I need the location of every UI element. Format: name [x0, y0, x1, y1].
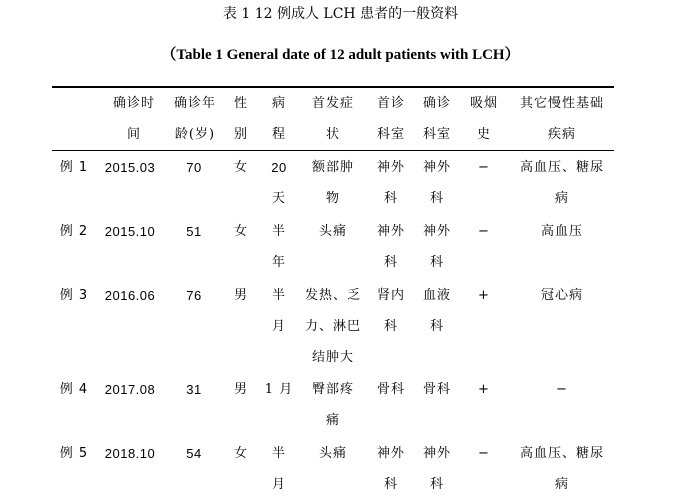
smoking-history: +: [478, 288, 490, 303]
first-symptom: 头痛: [318, 224, 347, 239]
header-first-department: 首诊 科室: [376, 96, 405, 142]
diagnosis-department: 神外 科: [422, 446, 451, 492]
first-symptom: 臀部疼 痛: [311, 382, 354, 428]
table-header-rule: [52, 150, 614, 151]
header-smoking-history: 吸烟 史: [469, 96, 498, 142]
case-label: 例 5: [59, 446, 89, 461]
first-department: 神外 科: [376, 446, 405, 492]
header-diagnosis-time: 确诊时 间: [112, 96, 155, 142]
chronic-disease: 高血压、糖尿 病: [519, 160, 604, 206]
chronic-disease: −: [556, 382, 568, 397]
first-symptom: 头痛: [318, 446, 347, 461]
diagnosis-age: 51: [186, 224, 202, 239]
course: 半 月: [271, 288, 286, 334]
header-diagnosis-age: 确诊年 龄(岁): [173, 96, 216, 142]
diagnosis-time: 2017.08: [104, 382, 156, 397]
header-sex: 性 别: [233, 96, 248, 142]
case-label: 例 2: [59, 224, 89, 239]
course: 1 月: [264, 382, 294, 397]
table-title-english: （Table 1 General date of 12 adult patients with LCH）: [161, 47, 520, 63]
smoking-history: −: [478, 160, 490, 175]
case-label: 例 1: [59, 160, 89, 175]
header-first-symptom: 首发症 状: [311, 96, 354, 142]
sex: 男: [233, 382, 248, 397]
diagnosis-age: 70: [186, 160, 202, 175]
header-course: 病 程: [271, 96, 286, 142]
smoking-history: +: [478, 382, 490, 397]
first-symptom: 额部肿 物: [311, 160, 354, 206]
case-label: 例 3: [59, 288, 89, 303]
chronic-disease: 高血压: [540, 224, 583, 239]
diagnosis-time: 2018.10: [104, 446, 156, 461]
header-diagnosis-department: 确诊 科室: [422, 96, 451, 142]
first-department: 神外 科: [376, 160, 405, 206]
sex: 男: [233, 288, 248, 303]
first-symptom: 发热、乏 力、淋巴 结肿大: [304, 288, 361, 365]
sex: 女: [233, 224, 248, 239]
smoking-history: −: [478, 446, 490, 461]
diagnosis-time: 2016.06: [104, 288, 156, 303]
sex: 女: [233, 446, 248, 461]
diagnosis-department: 神外 科: [422, 224, 451, 270]
chronic-disease: 冠心病: [540, 288, 583, 303]
diagnosis-age: 76: [186, 288, 202, 303]
sex: 女: [233, 160, 248, 175]
course: 20 天: [271, 160, 287, 206]
smoking-history: −: [478, 224, 490, 239]
diagnosis-department: 神外 科: [422, 160, 451, 206]
course: 半 月: [271, 446, 286, 492]
diagnosis-time: 2015.03: [104, 160, 156, 175]
header-chronic-disease: 其它慢性基础 疾病: [519, 96, 604, 142]
diagnosis-department: 血液 科: [422, 288, 451, 334]
table-title-chinese: 表 1 12 例成人 LCH 患者的一般资料: [222, 6, 459, 22]
first-department: 肾内 科: [376, 288, 405, 334]
diagnosis-age: 31: [186, 382, 202, 397]
first-department: 骨科: [376, 382, 405, 397]
case-label: 例 4: [59, 382, 89, 397]
course: 半 年: [271, 224, 286, 270]
first-department: 神外 科: [376, 224, 405, 270]
diagnosis-time: 2015.10: [104, 224, 156, 239]
chronic-disease: 高血压、糖尿 病: [519, 446, 604, 492]
diagnosis-department: 骨科: [422, 382, 451, 397]
diagnosis-age: 54: [186, 446, 202, 461]
